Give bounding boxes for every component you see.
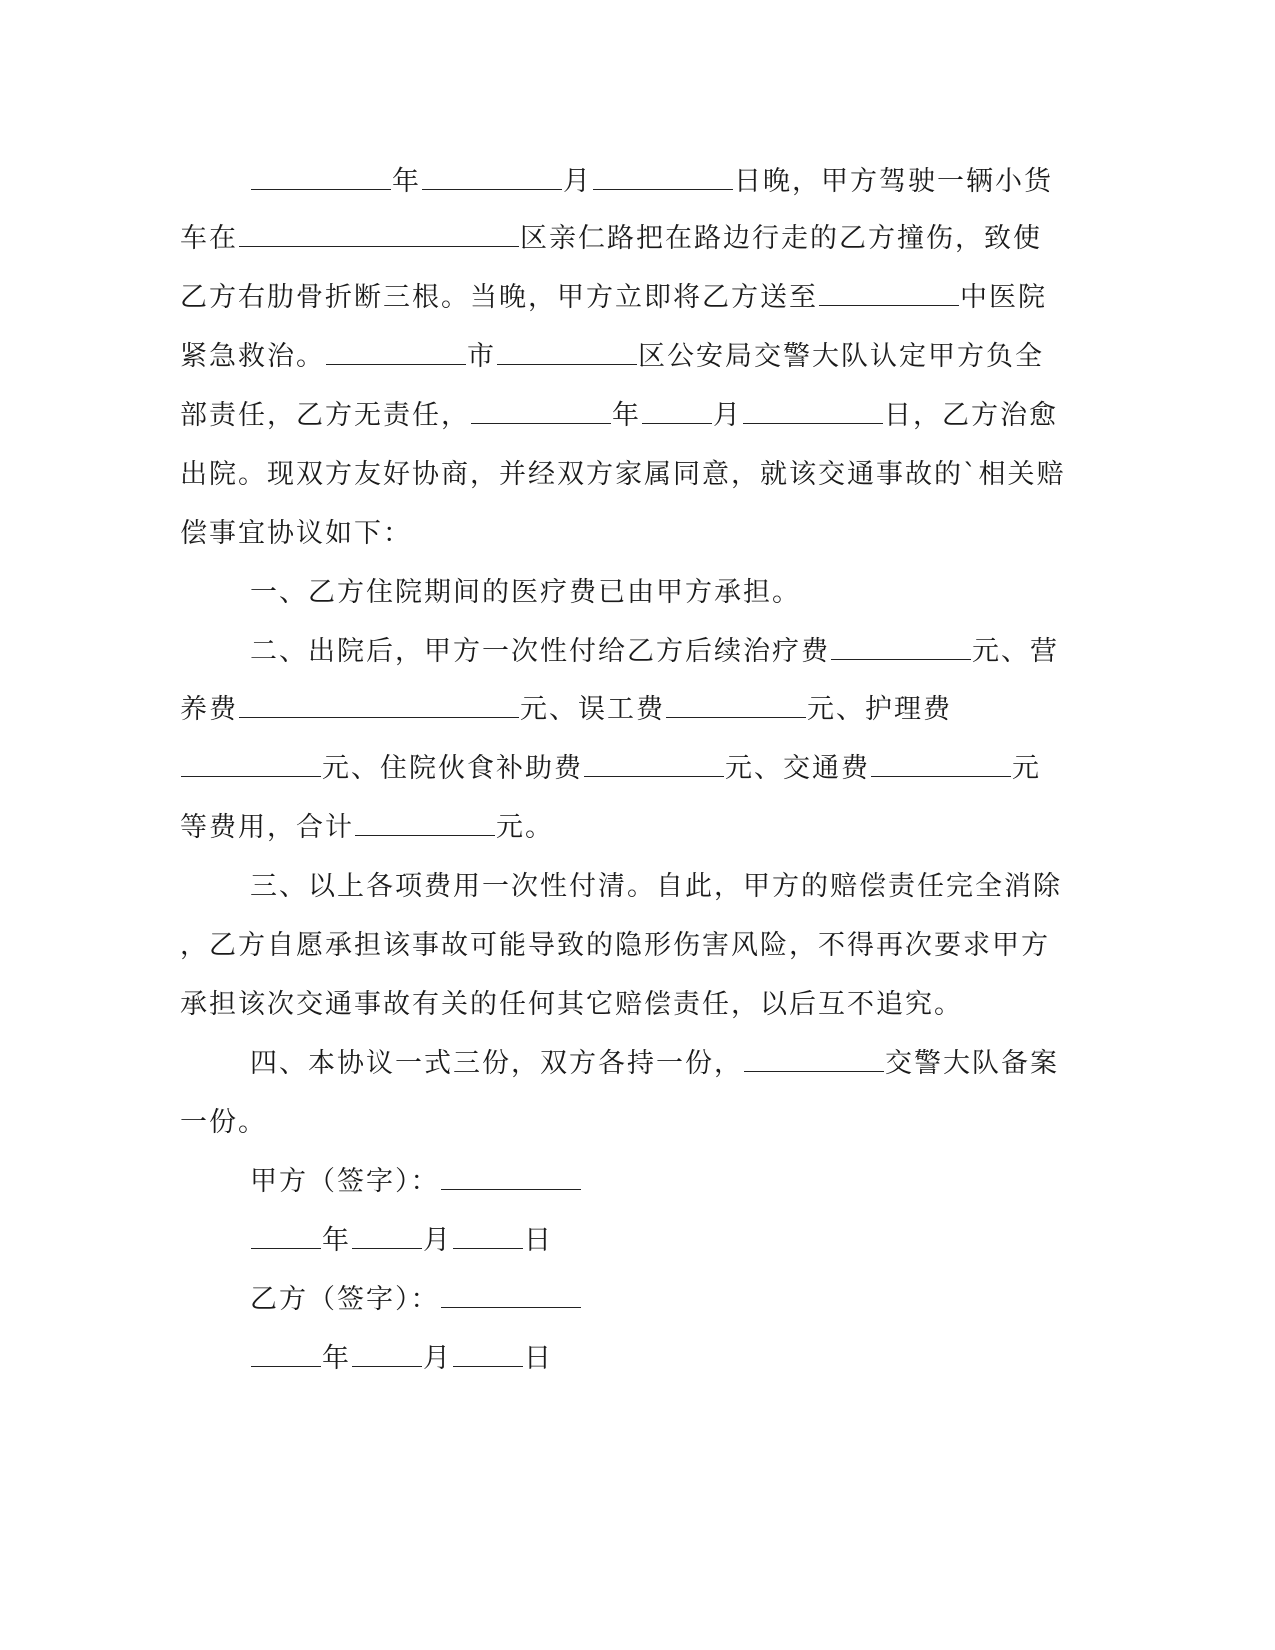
text: 一、乙方住院期间的医疗费已由甲方承担。 [250,577,801,608]
blank-district-2 [497,342,637,365]
blank-day [453,1344,523,1367]
text: 承担该次交通事故有关的任何其它赔偿责任，以后互不追究。 [180,989,963,1020]
text: 区亲仁路把在路边行走的乙方撞伤，致使 [520,223,1042,254]
text: 部责任，乙方无责任， [180,400,470,431]
signature-label: 乙方（签字）： [250,1284,440,1315]
blank-police-brigade [744,1049,884,1072]
blank-total [355,813,495,836]
blank-year [471,401,611,424]
clause-2-line-3 [180,752,1041,786]
signature-a-date [250,1224,553,1258]
signature-b [250,1283,582,1317]
clause-3-line-3 [180,988,963,1022]
intro-line-4 [180,340,1044,374]
text: 月 [423,1343,452,1374]
intro-line-6 [180,458,1066,492]
intro-line-7 [180,517,412,551]
clause-1 [250,576,801,610]
blank-month [422,167,562,190]
text: 月 [563,166,592,197]
text: 养费 [180,694,238,725]
blank-meal-subsidy [584,754,724,777]
text: 元、住院伙食补助费 [322,753,583,784]
blank-year [251,167,391,190]
blank-nursing-fee [181,754,321,777]
text: 元、营 [972,636,1059,667]
text: ，乙方自愿承担该事故可能导致的隐形伤害风险，不得再次要求甲方 [180,930,1050,961]
blank-transport-fee [871,754,1011,777]
text: 月 [423,1225,452,1256]
text: 日，乙方治愈 [884,400,1058,431]
clause-3-line-1 [250,870,1062,904]
blank-month [352,1226,422,1249]
clause-2-line-4 [180,811,554,845]
text: 月 [713,400,742,431]
clause-2-line-2 [180,693,952,727]
blank-lost-wages [666,695,806,718]
intro-line-2 [180,222,1042,256]
text: 年 [612,400,641,431]
text: 紧急救治。 [180,341,325,372]
text: 年 [322,1343,351,1374]
blank-hospital [819,283,959,306]
text: 偿事宜协议如下： [180,518,412,549]
clause-4-line-2 [180,1106,267,1140]
signature-a [250,1165,582,1199]
text: 日晚，甲方驾驶一辆小货 [734,166,1053,197]
intro-line-5 [180,399,1058,433]
text: 二、出院后，甲方一次性付给乙方后续治疗费 [250,636,830,667]
blank-month [352,1344,422,1367]
blank-day [743,401,883,424]
text: 交警大队备案 [885,1048,1059,1079]
text: 年 [392,166,421,197]
text: 中医院 [960,282,1047,313]
text: 元 [1012,753,1041,784]
text: 乙方右肋骨折断三根。当晚，甲方立即将乙方送至 [180,282,818,313]
blank-city [326,342,466,365]
blank-year [251,1226,321,1249]
clause-3-line-2 [180,929,1050,963]
text: 区公安局交警大队认定甲方负全 [638,341,1044,372]
text: 三、以上各项费用一次性付清。自此，甲方的赔偿责任完全消除 [250,871,1062,902]
signature-b-date [250,1342,553,1376]
text: 一份。 [180,1107,267,1138]
blank-day [593,167,733,190]
text: 元。 [496,812,554,843]
blank-district [239,224,519,247]
text: 日 [524,1343,553,1374]
blank-year [251,1344,321,1367]
signature-blank [441,1285,581,1308]
blank-treatment-fee [831,637,971,660]
clause-4-line-1 [250,1047,1059,1081]
signature-label: 甲方（签字）： [250,1166,440,1197]
clause-2-line-1 [250,635,1059,669]
text: 元、护理费 [807,694,952,725]
signature-blank [441,1167,581,1190]
text: 车在 [180,223,238,254]
text: 年 [322,1225,351,1256]
intro-line-3 [180,281,1047,315]
text: 等费用，合计 [180,812,354,843]
text: 日 [524,1225,553,1256]
text: 元、交通费 [725,753,870,784]
text: 市 [467,341,496,372]
intro-line-1 [250,165,1053,199]
text: 四、本协议一式三份，双方各持一份， [250,1048,743,1079]
blank-nutrition-fee [239,695,519,718]
text: 元、误工费 [520,694,665,725]
text: 出院。现双方友好协商，并经双方家属同意，就该交通事故的`相关赔 [180,459,1066,490]
blank-month [642,401,712,424]
blank-day [453,1226,523,1249]
